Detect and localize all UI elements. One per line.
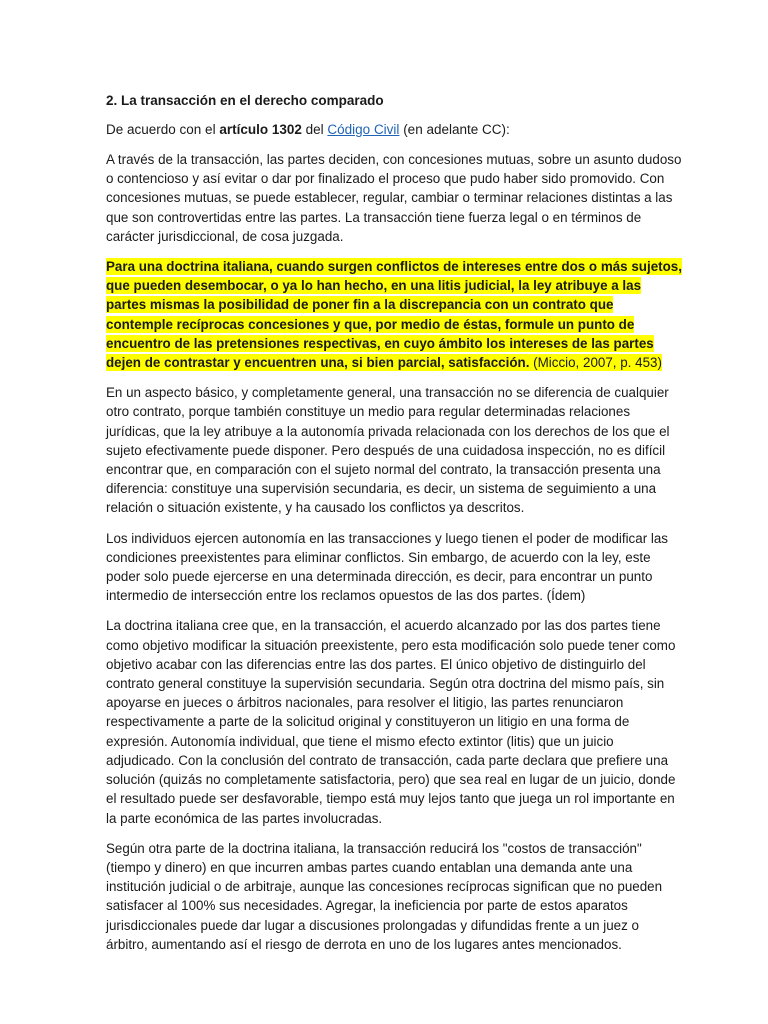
quote-citation: (Miccio, 2007, p. 453) bbox=[529, 355, 662, 371]
intro-suffix: (en adelante CC): bbox=[399, 122, 510, 137]
paragraph-transaction-costs: Según otra parte de la doctrina italiana, la transacción reducirá los "costos de transacción" (tiempo y dinero) en que incurren ambas partes cuando entablan una demanda ante una institución judicial o de arbitraje, aunque las concesiones recíprocas significan que no pueden satisfacer al 100% sus necesidades. Agregar, la ineficiencia por parte de estos aparatos jurisdiccionales puede dar lugar a discusiones prolongadas y difundidas frente a un juez o árbitro, aumentando así el riesgo de derrota en uno de los lugares antes mencionados. bbox=[106, 840, 663, 952]
codigo-civil-link[interactable]: Código Civil bbox=[327, 122, 400, 137]
paragraph-italian-doctrine: La doctrina italiana cree que, en la transacción, el acuerdo alcanzado por las dos partes tiene como objetivo modificar la situación preexistente, pero esta modificación solo puede tener como objetivo acabar con las diferencias entre las dos partes. El único objetivo de distinguirlo del contrato general constituye la supervisión secundaria. Según otra doctrina del mismo país, sin apoyarse en jueces o árbitros nacionales, para resolver el litigio, las partes renunciaron respectivamente a parte de la solicitud original y constituyeron un litigio en una forma de expresión. Autonomía individual, que tiene el mismo efecto extintor (litis) que un juicio adjudicado. Con la conclusión del contrato de transacción, cada parte declara que prefiere una solución (quizás no completamente satisfactoria, pero) que sea real en lugar de un juicio, donde el resultado puede ser desfavorable, tiempo está muy lejos tanto que juega un rol importante en la parte económica de las partes involucradas. bbox=[106, 618, 676, 826]
intro-line bbox=[106, 121, 684, 139]
highlighted-quote bbox=[106, 257, 684, 372]
paragraph-autonomy: Los individuos ejercen autonomía en las transacciones y luego tienen el poder de modificar las condiciones preexistentes para eliminar conflictos. Sin embargo, de acuerdo con la ley, este poder solo puede ejercerse en una determinada dirección, es decir, para encontrar un punto intermedio de intersección entre los reclamos opuestos de las dos partes. (Ídem) bbox=[106, 530, 669, 604]
section-heading: 2. La transacción en el derecho comparado bbox=[106, 93, 384, 108]
intro-prefix: De acuerdo con el bbox=[106, 122, 220, 137]
article-reference: artículo 1302 bbox=[219, 122, 302, 137]
paragraph-transaction-definition: A través de la transacción, las partes deciden, con concesiones mutuas, sobre un asunto dudoso o contencioso y así evitar o dar por finalizado el proceso que pudo haber sido promovido. Con concesiones mutuas, se puede establecer, regular, cambiar o terminar relaciones distintas a las que son controvertidas entre las partes. La transacción tiene fuerza legal o en términos de carácter jurisdiccional, de cosa juzgada. bbox=[106, 152, 682, 244]
intro-middle: del bbox=[301, 122, 328, 137]
paragraph-basic-aspect: En un aspecto básico, y completamente general, una transacción no se diferencia de cualquier otro contrato, porque también constituye un medio para regular determinadas relaciones jurídicas, que la ley atribuye a la autonomía privada relacionada con los derechos de los que el sujeto efectivamente puede disponer. Pero después de una cuidadosa inspección, no es difícil encontrar que, en comparación con el sujeto normal del contrato, la transacción presenta una diferencia: constituye una supervisión secundaria, es decir, un sistema de seguimiento a una relación o situación existente, y ha causado los conflictos ya descritos. bbox=[106, 385, 670, 516]
highlighted-quote-text: Para una doctrina italiana, cuando surgen conflictos de intereses entre dos o más sujetos, que pueden desembocar, o ya lo han hecho, en una litis judicial, la ley atribuye a las partes mismas la posibilidad de poner fin a la discrepancia con un contrato que contemple recíprocas concesiones y que, por medio de éstas, formule un punto de encuentro de las pretensiones respectivas, en cuyo ámbito los intereses de las partes dejen de contrastar y encuentren una, si bien parcial, satisfacción. bbox=[106, 259, 682, 371]
